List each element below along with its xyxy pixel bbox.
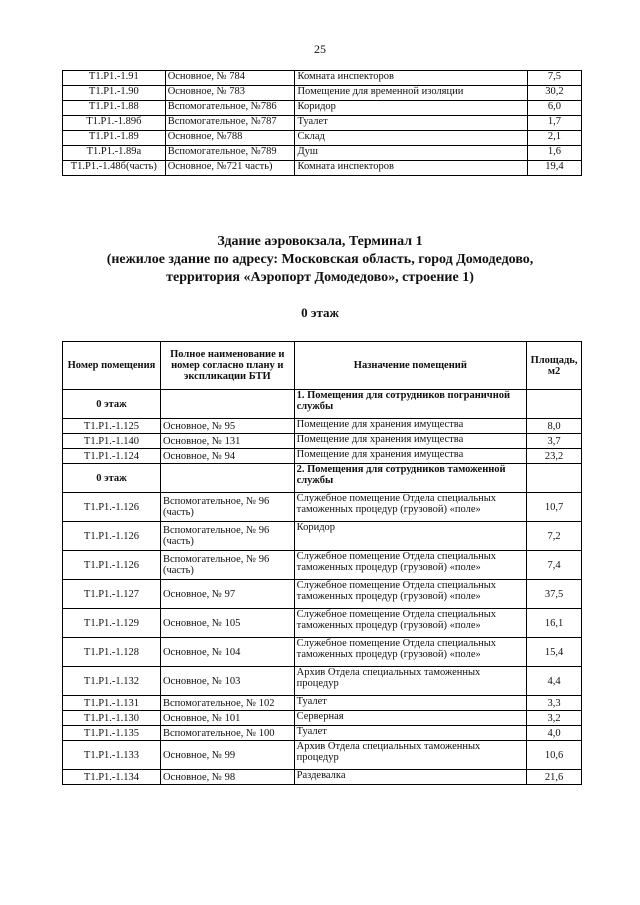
- room-number: Т1.Р1.-1.131: [63, 696, 161, 711]
- table-row: [63, 580, 582, 609]
- room-area: 21,6: [527, 770, 582, 785]
- room-area: 30,2: [527, 86, 581, 101]
- room-area: 23,2: [527, 449, 582, 464]
- room-area: 3,3: [527, 696, 582, 711]
- room-number: Т1.Р1.-1.91: [63, 71, 166, 86]
- room-number: Т1.Р1.-1.126: [63, 522, 161, 551]
- room-area: 8,0: [527, 419, 582, 434]
- heading-line: Здание аэровокзала, Терминал 1: [217, 234, 423, 249]
- room-purpose: Раздевалка: [294, 770, 526, 785]
- room-purpose: Коридор: [294, 522, 526, 551]
- room-number: Т1.Р1.-1.128: [63, 638, 161, 667]
- room-number: Т1.Р1.-1.140: [63, 434, 161, 449]
- floor-heading: 0 этаж: [301, 305, 339, 320]
- room-purpose: Коридор: [295, 101, 527, 116]
- room-area: 6,0: [527, 101, 581, 116]
- table-row: [63, 711, 582, 726]
- header-bti-name: Полное наименование и номер согласно плану и экспликации БТИ: [160, 342, 294, 390]
- room-area: 4,0: [527, 726, 582, 741]
- empty-cell: [160, 464, 294, 493]
- room-area: 7,5: [527, 71, 581, 86]
- bti-name: Основное, №788: [165, 131, 295, 146]
- rooms-table-continued: [62, 70, 582, 176]
- bti-name: Основное, № 99: [160, 741, 294, 770]
- section-floor: 0 этаж: [63, 390, 161, 419]
- table-row: [63, 741, 582, 770]
- header-purpose: Назначение помещений: [294, 342, 526, 390]
- room-purpose: Помещение для хранения имущества: [294, 419, 526, 434]
- room-number: Т1.Р1.-1.89а: [63, 146, 166, 161]
- empty-cell: [527, 464, 582, 493]
- room-number: Т1.Р1.-1.89: [63, 131, 166, 146]
- room-area: 3,7: [527, 434, 582, 449]
- table-row: [63, 726, 582, 741]
- table-row: [63, 86, 582, 101]
- table-row: [63, 493, 582, 522]
- bti-name: Основное, № 95: [160, 419, 294, 434]
- table-row: [63, 161, 582, 176]
- room-number: Т1.Р1.-1.48б(часть): [63, 161, 166, 176]
- room-purpose: Служебное помещение Отдела специальных таможенных процедур (грузовой) «поле»: [294, 580, 526, 609]
- room-area: 37,5: [527, 580, 582, 609]
- table-row: [63, 449, 582, 464]
- room-purpose: Помещение для хранения имущества: [294, 434, 526, 449]
- building-heading: [0, 233, 640, 287]
- room-purpose: Служебное помещение Отдела специальных таможенных процедур (грузовой) «поле»: [294, 609, 526, 638]
- section-title: 2. Помещения для сотрудников таможенной службы: [294, 464, 526, 493]
- room-area: 15,4: [527, 638, 582, 667]
- room-purpose: Туалет: [294, 726, 526, 741]
- section-row: [63, 464, 582, 493]
- bti-name: Основное, № 98: [160, 770, 294, 785]
- bti-name: Вспомогательное, № 102: [160, 696, 294, 711]
- room-area: 1,7: [527, 116, 581, 131]
- bti-name: Вспомогательное, №789: [165, 146, 295, 161]
- table-row: [63, 146, 582, 161]
- table-row: [63, 551, 582, 580]
- room-number: Т1.Р1.-1.126: [63, 551, 161, 580]
- room-purpose: Душ: [295, 146, 527, 161]
- room-number: Т1.Р1.-1.134: [63, 770, 161, 785]
- table-row: [63, 770, 582, 785]
- bti-name: Основное, № 784: [165, 71, 295, 86]
- room-area: 4,4: [527, 667, 582, 696]
- room-number: Т1.Р1.-1.124: [63, 449, 161, 464]
- table-row: [63, 101, 582, 116]
- bti-name: Вспомогательное, № 96 (часть): [160, 551, 294, 580]
- room-purpose: Комната инспекторов: [295, 71, 527, 86]
- header-room-number: Номер помещения: [63, 342, 161, 390]
- room-area: 19,4: [527, 161, 581, 176]
- room-number: Т1.Р1.-1.127: [63, 580, 161, 609]
- room-area: 1,6: [527, 146, 581, 161]
- bti-name: Основное, № 103: [160, 667, 294, 696]
- room-number: Т1.Р1.-1.89б: [63, 116, 166, 131]
- bti-name: Основное, № 94: [160, 449, 294, 464]
- page-number: 25: [314, 42, 326, 56]
- empty-cell: [160, 390, 294, 419]
- room-number: Т1.Р1.-1.130: [63, 711, 161, 726]
- table-row: [63, 667, 582, 696]
- bti-name: Основное, № 131: [160, 434, 294, 449]
- table-row: [63, 638, 582, 667]
- empty-cell: [527, 390, 582, 419]
- bti-name: Основное, № 783: [165, 86, 295, 101]
- room-number: Т1.Р1.-1.90: [63, 86, 166, 101]
- bti-name: Вспомогательное, № 96 (часть): [160, 493, 294, 522]
- section-title: 1. Помещения для сотрудников пограничной службы: [294, 390, 526, 419]
- room-number: Т1.Р1.-1.126: [63, 493, 161, 522]
- room-area: 3,2: [527, 711, 582, 726]
- bti-name: Вспомогательное, № 100: [160, 726, 294, 741]
- bti-name: Основное, № 97: [160, 580, 294, 609]
- room-purpose: Туалет: [294, 696, 526, 711]
- room-purpose: Служебное помещение Отдела специальных таможенных процедур (грузовой) «поле»: [294, 638, 526, 667]
- room-purpose: Склад: [295, 131, 527, 146]
- room-number: Т1.Р1.-1.132: [63, 667, 161, 696]
- room-purpose: Служебное помещение Отдела специальных таможенных процедур (грузовой) «поле»: [294, 551, 526, 580]
- bti-name: Вспомогательное, №787: [165, 116, 295, 131]
- bti-name: Вспомогательное, №786: [165, 101, 295, 116]
- room-area: 16,1: [527, 609, 582, 638]
- table-row: [63, 131, 582, 146]
- heading-line: (нежилое здание по адресу: Московская область, город Домодедово,: [106, 252, 534, 267]
- room-purpose: Архив Отдела специальных таможенных процедур: [294, 741, 526, 770]
- room-area: 7,2: [527, 522, 582, 551]
- section-row: [63, 390, 582, 419]
- table-row: [63, 696, 582, 711]
- room-number: Т1.Р1.-1.125: [63, 419, 161, 434]
- table-row: [63, 609, 582, 638]
- table-row: [63, 116, 582, 131]
- room-purpose: Туалет: [295, 116, 527, 131]
- table-row: [63, 71, 582, 86]
- header-area: Площадь, м2: [527, 342, 582, 390]
- room-number: Т1.Р1.-1.88: [63, 101, 166, 116]
- heading-line: территория «Аэропорт Домодедово», строение 1): [166, 270, 474, 285]
- table-header-row: [63, 342, 582, 390]
- bti-name: Основное, № 105: [160, 609, 294, 638]
- bti-name: Основное, № 101: [160, 711, 294, 726]
- rooms-table: [62, 341, 582, 785]
- bti-name: Основное, № 104: [160, 638, 294, 667]
- table-row: [63, 522, 582, 551]
- bti-name: Основное, №721 часть): [165, 161, 295, 176]
- table-row: [63, 434, 582, 449]
- room-purpose: Помещение для хранения имущества: [294, 449, 526, 464]
- bti-name: Вспомогательное, № 96 (часть): [160, 522, 294, 551]
- section-floor: 0 этаж: [63, 464, 161, 493]
- room-purpose: Комната инспекторов: [295, 161, 527, 176]
- room-area: 2,1: [527, 131, 581, 146]
- room-purpose: Серверная: [294, 711, 526, 726]
- room-number: Т1.Р1.-1.129: [63, 609, 161, 638]
- room-purpose: Помещение для временной изоляции: [295, 86, 527, 101]
- table-row: [63, 419, 582, 434]
- room-purpose: Архив Отдела специальных таможенных процедур: [294, 667, 526, 696]
- room-number: Т1.Р1.-1.133: [63, 741, 161, 770]
- room-number: Т1.Р1.-1.135: [63, 726, 161, 741]
- room-area: 10,6: [527, 741, 582, 770]
- room-purpose: Служебное помещение Отдела специальных таможенных процедур (грузовой) «поле»: [294, 493, 526, 522]
- room-area: 7,4: [527, 551, 582, 580]
- room-area: 10,7: [527, 493, 582, 522]
